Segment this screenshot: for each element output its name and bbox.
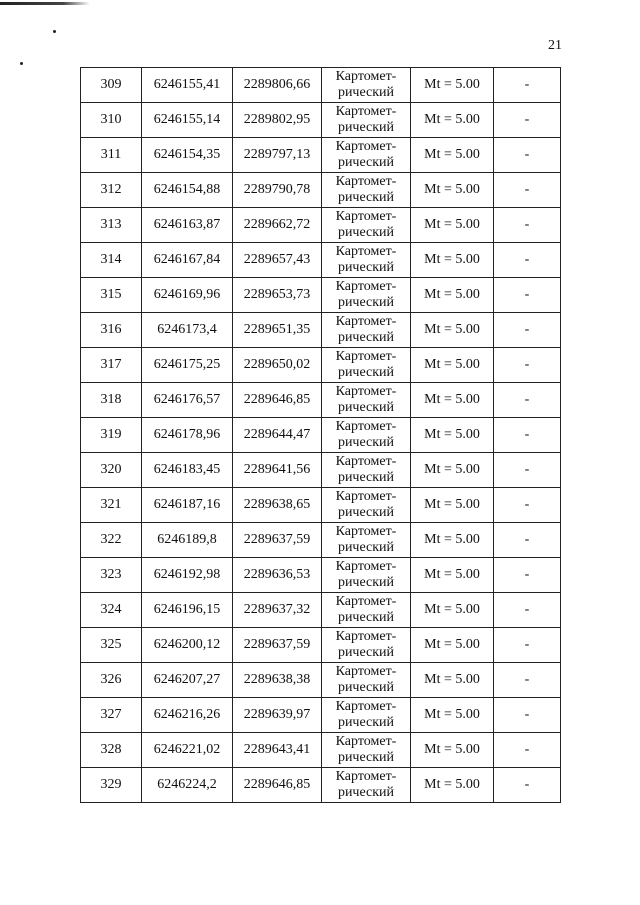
x-coordinate-cell: 6246169,96	[142, 278, 233, 313]
accuracy-cell: Mt = 5.00	[411, 768, 494, 803]
accuracy-cell: Mt = 5.00	[411, 523, 494, 558]
point-number-cell: 311	[81, 138, 142, 173]
method-cell	[322, 348, 411, 383]
accuracy-cell: Mt = 5.00	[411, 208, 494, 243]
y-coordinate-cell: 2289657,43	[233, 243, 322, 278]
method-line-1: Картомет-	[335, 769, 397, 784]
x-coordinate-cell: 6246200,12	[142, 628, 233, 663]
method-line-1: Картомет-	[335, 244, 397, 259]
method-line-1: Картомет-	[335, 734, 397, 749]
method-cell	[322, 558, 411, 593]
y-coordinate-cell: 2289641,56	[233, 453, 322, 488]
point-number-cell: 312	[81, 173, 142, 208]
table-row	[81, 453, 561, 488]
accuracy-cell: Mt = 5.00	[411, 418, 494, 453]
point-number-cell: 315	[81, 278, 142, 313]
x-coordinate-cell: 6246216,26	[142, 698, 233, 733]
table-row	[81, 768, 561, 803]
page-number: 21	[548, 38, 562, 53]
accuracy-cell: Mt = 5.00	[411, 558, 494, 593]
point-number-cell: 326	[81, 663, 142, 698]
table-row	[81, 628, 561, 663]
point-number-cell: 320	[81, 453, 142, 488]
accuracy-cell: Mt = 5.00	[411, 173, 494, 208]
method-line-2: рический	[337, 785, 395, 800]
method-line-1: Картомет-	[335, 139, 397, 154]
accuracy-cell: Mt = 5.00	[411, 243, 494, 278]
x-coordinate-cell: 6246207,27	[142, 663, 233, 698]
x-coordinate-cell: 6246183,45	[142, 453, 233, 488]
table-row	[81, 698, 561, 733]
point-number-cell: 327	[81, 698, 142, 733]
point-number-cell: 322	[81, 523, 142, 558]
method-cell	[322, 383, 411, 418]
method-cell	[322, 173, 411, 208]
y-coordinate-cell: 2289646,85	[233, 383, 322, 418]
method-line-1: Картомет-	[335, 349, 397, 364]
y-coordinate-cell: 2289638,65	[233, 488, 322, 523]
note-cell: -	[494, 103, 561, 138]
table-row	[81, 488, 561, 523]
method-line-2: рический	[337, 120, 395, 135]
method-line-2: рический	[337, 295, 395, 310]
table-row	[81, 733, 561, 768]
method-line-1: Картомет-	[335, 384, 397, 399]
accuracy-cell: Mt = 5.00	[411, 278, 494, 313]
method-cell	[322, 593, 411, 628]
table-row	[81, 593, 561, 628]
accuracy-cell: Mt = 5.00	[411, 313, 494, 348]
scan-speck	[20, 62, 23, 65]
x-coordinate-cell: 6246167,84	[142, 243, 233, 278]
method-line-2: рический	[337, 645, 395, 660]
method-line-1: Картомет-	[335, 209, 397, 224]
method-cell	[322, 768, 411, 803]
note-cell: -	[494, 523, 561, 558]
method-line-2: рический	[337, 575, 395, 590]
point-number-cell: 321	[81, 488, 142, 523]
note-cell: -	[494, 698, 561, 733]
note-cell: -	[494, 138, 561, 173]
method-line-1: Картомет-	[335, 419, 397, 434]
method-line-2: рический	[337, 260, 395, 275]
method-line-2: рический	[337, 435, 395, 450]
point-number-cell: 313	[81, 208, 142, 243]
method-cell	[322, 418, 411, 453]
point-number-cell: 328	[81, 733, 142, 768]
note-cell: -	[494, 173, 561, 208]
method-cell	[322, 208, 411, 243]
note-cell: -	[494, 628, 561, 663]
y-coordinate-cell: 2289637,32	[233, 593, 322, 628]
method-cell	[322, 488, 411, 523]
x-coordinate-cell: 6246221,02	[142, 733, 233, 768]
note-cell: -	[494, 558, 561, 593]
method-line-2: рический	[337, 470, 395, 485]
table-row	[81, 383, 561, 418]
table-row	[81, 138, 561, 173]
table-row	[81, 243, 561, 278]
method-cell	[322, 313, 411, 348]
method-line-2: рический	[337, 225, 395, 240]
method-line-2: рический	[337, 155, 395, 170]
accuracy-cell: Mt = 5.00	[411, 68, 494, 103]
method-line-1: Картомет-	[335, 629, 397, 644]
method-line-2: рический	[337, 190, 395, 205]
y-coordinate-cell: 2289662,72	[233, 208, 322, 243]
table-row	[81, 103, 561, 138]
method-line-1: Картомет-	[335, 489, 397, 504]
point-number-cell: 317	[81, 348, 142, 383]
table-row	[81, 663, 561, 698]
y-coordinate-cell: 2289790,78	[233, 173, 322, 208]
accuracy-cell: Mt = 5.00	[411, 138, 494, 173]
x-coordinate-cell: 6246189,8	[142, 523, 233, 558]
method-cell	[322, 523, 411, 558]
method-cell	[322, 663, 411, 698]
note-cell: -	[494, 348, 561, 383]
method-cell	[322, 733, 411, 768]
note-cell: -	[494, 383, 561, 418]
method-cell	[322, 103, 411, 138]
x-coordinate-cell: 6246224,2	[142, 768, 233, 803]
y-coordinate-cell: 2289653,73	[233, 278, 322, 313]
x-coordinate-cell: 6246155,14	[142, 103, 233, 138]
table-row	[81, 173, 561, 208]
method-line-1: Картомет-	[335, 104, 397, 119]
method-line-1: Картомет-	[335, 594, 397, 609]
method-line-1: Картомет-	[335, 699, 397, 714]
method-cell	[322, 243, 411, 278]
note-cell: -	[494, 278, 561, 313]
y-coordinate-cell: 2289806,66	[233, 68, 322, 103]
y-coordinate-cell: 2289646,85	[233, 768, 322, 803]
accuracy-cell: Mt = 5.00	[411, 348, 494, 383]
method-cell	[322, 453, 411, 488]
method-line-2: рический	[337, 85, 395, 100]
point-number-cell: 325	[81, 628, 142, 663]
x-coordinate-cell: 6246154,88	[142, 173, 233, 208]
point-number-cell: 324	[81, 593, 142, 628]
method-line-2: рический	[337, 540, 395, 555]
note-cell: -	[494, 733, 561, 768]
note-cell: -	[494, 313, 561, 348]
note-cell: -	[494, 68, 561, 103]
point-number-cell: 319	[81, 418, 142, 453]
y-coordinate-cell: 2289802,95	[233, 103, 322, 138]
note-cell: -	[494, 453, 561, 488]
y-coordinate-cell: 2289643,41	[233, 733, 322, 768]
x-coordinate-cell: 6246176,57	[142, 383, 233, 418]
accuracy-cell: Mt = 5.00	[411, 383, 494, 418]
note-cell: -	[494, 418, 561, 453]
method-line-2: рический	[337, 400, 395, 415]
x-coordinate-cell: 6246178,96	[142, 418, 233, 453]
table-row	[81, 68, 561, 103]
y-coordinate-cell: 2289637,59	[233, 523, 322, 558]
point-number-cell: 314	[81, 243, 142, 278]
method-line-1: Картомет-	[335, 279, 397, 294]
scan-edge-mark	[0, 2, 90, 5]
note-cell: -	[494, 488, 561, 523]
method-line-1: Картомет-	[335, 69, 397, 84]
method-cell	[322, 628, 411, 663]
note-cell: -	[494, 768, 561, 803]
note-cell: -	[494, 663, 561, 698]
scan-speck	[53, 30, 56, 33]
x-coordinate-cell: 6246173,4	[142, 313, 233, 348]
y-coordinate-cell: 2289650,02	[233, 348, 322, 383]
method-cell	[322, 138, 411, 173]
y-coordinate-cell: 2289651,35	[233, 313, 322, 348]
x-coordinate-cell: 6246175,25	[142, 348, 233, 383]
y-coordinate-cell: 2289637,59	[233, 628, 322, 663]
method-line-2: рический	[337, 610, 395, 625]
method-line-1: Картомет-	[335, 314, 397, 329]
accuracy-cell: Mt = 5.00	[411, 663, 494, 698]
method-line-1: Картомет-	[335, 454, 397, 469]
point-number-cell: 329	[81, 768, 142, 803]
coordinates-table	[80, 67, 561, 803]
method-line-1: Картомет-	[335, 524, 397, 539]
method-line-2: рический	[337, 505, 395, 520]
method-line-2: рический	[337, 330, 395, 345]
method-line-1: Картомет-	[335, 174, 397, 189]
table-row	[81, 348, 561, 383]
accuracy-cell: Mt = 5.00	[411, 103, 494, 138]
point-number-cell: 323	[81, 558, 142, 593]
x-coordinate-cell: 6246155,41	[142, 68, 233, 103]
note-cell: -	[494, 593, 561, 628]
y-coordinate-cell: 2289638,38	[233, 663, 322, 698]
method-cell	[322, 68, 411, 103]
y-coordinate-cell: 2289797,13	[233, 138, 322, 173]
point-number-cell: 316	[81, 313, 142, 348]
x-coordinate-cell: 6246163,87	[142, 208, 233, 243]
point-number-cell: 310	[81, 103, 142, 138]
method-cell	[322, 278, 411, 313]
x-coordinate-cell: 6246154,35	[142, 138, 233, 173]
method-cell	[322, 698, 411, 733]
table-row	[81, 208, 561, 243]
method-line-2: рический	[337, 715, 395, 730]
method-line-1: Картомет-	[335, 559, 397, 574]
x-coordinate-cell: 6246187,16	[142, 488, 233, 523]
y-coordinate-cell: 2289639,97	[233, 698, 322, 733]
point-number-cell: 309	[81, 68, 142, 103]
table-row	[81, 418, 561, 453]
x-coordinate-cell: 6246196,15	[142, 593, 233, 628]
y-coordinate-cell: 2289636,53	[233, 558, 322, 593]
accuracy-cell: Mt = 5.00	[411, 453, 494, 488]
method-line-2: рический	[337, 680, 395, 695]
accuracy-cell: Mt = 5.00	[411, 733, 494, 768]
accuracy-cell: Mt = 5.00	[411, 488, 494, 523]
table-row	[81, 313, 561, 348]
table-row	[81, 523, 561, 558]
method-line-2: рический	[337, 365, 395, 380]
point-number-cell: 318	[81, 383, 142, 418]
accuracy-cell: Mt = 5.00	[411, 593, 494, 628]
coordinates-table-body	[81, 68, 561, 803]
method-line-1: Картомет-	[335, 664, 397, 679]
table-row	[81, 278, 561, 313]
x-coordinate-cell: 6246192,98	[142, 558, 233, 593]
method-line-2: рический	[337, 750, 395, 765]
y-coordinate-cell: 2289644,47	[233, 418, 322, 453]
accuracy-cell: Mt = 5.00	[411, 628, 494, 663]
note-cell: -	[494, 208, 561, 243]
table-row	[81, 558, 561, 593]
note-cell: -	[494, 243, 561, 278]
accuracy-cell: Mt = 5.00	[411, 698, 494, 733]
